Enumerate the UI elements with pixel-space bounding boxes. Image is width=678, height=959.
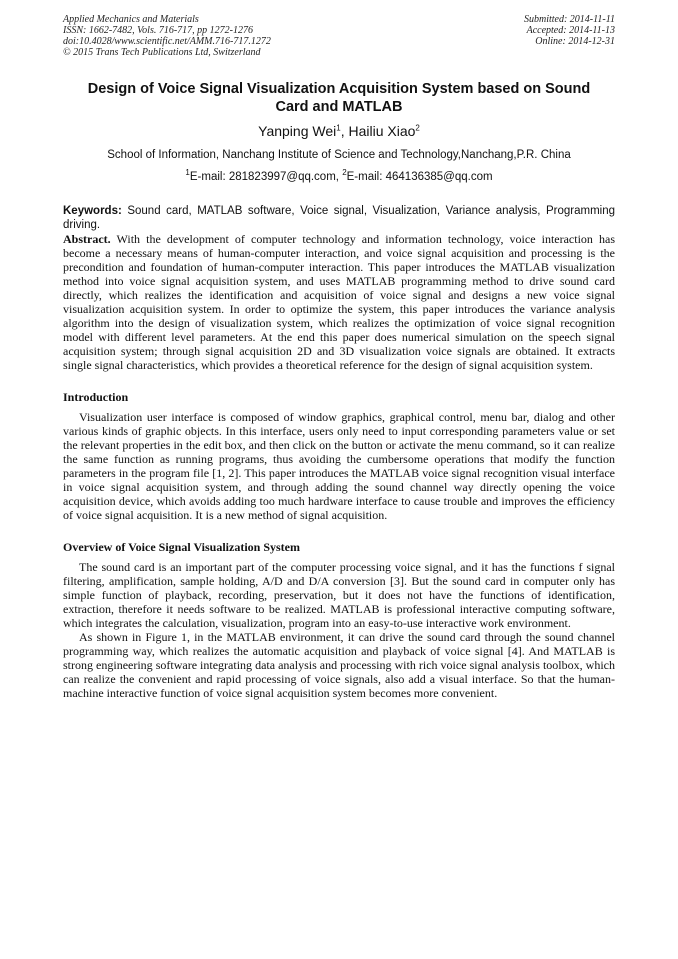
keywords-text: Sound card, MATLAB software, Voice signal, Visualization, Variance analysis, Programming driving. [63,205,615,231]
journal-doi: doi:10.4028/www.scientific.net/AMM.716-717.1272 [63,36,271,47]
abstract [63,232,615,372]
abstract-text: With the development of computer technology and information technology, voice interaction has become a necessary means of human-computer interaction, and voice signal acquisition and processing is the precondition and foundation of human-computer interaction. This paper introduces the MATLAB visualization method into voice signal acquisition system, and uses MATLAB programming method to drive sound card directly, which realizes the identification and acquisition of voice signal and designs a new voice signal visualization acquisition system. In order to optimize the system, this paper introduces the variance analysis algorithm into the design of visualization system, which realizes the optimization of voice signal recognition model with different level parameters. At the end this paper does numerical simulation on the speech signal acquisition system; through signal acquisition 2D and 3D visualization voice signals are obtained. It extracts single signal characteristics, which provides a theoretical reference for the design of signal acquisition system. [63,232,615,372]
section-heading: Introduction [63,390,129,404]
online-date: Online: 2014-12-31 [535,36,615,47]
paper-title: Design of Voice Signal Visualization Acquisition System based on Sound Card and MATLAB [87,81,591,115]
affiliation: School of Information, Nanchang Institute of Science and Technology,Nanchang,P.R. China [107,149,571,161]
journal-copyright: © 2015 Trans Tech Publications Ltd, Switzerland [63,47,261,58]
journal-issn: ISSN: 1662-7482, Vols. 716-717, pp 1272-1276 [63,25,253,36]
email-mark: 2 [342,168,347,178]
author-emails [63,170,615,184]
paragraph: As shown in Figure 1, in the MATLAB environment, it can drive the sound card through the sound channel programming way, which realizes the automatic acquisition and playback of voice signal [4]. And MATLAB is strong engineering software integrating data analysis and processing with rich voice signal analysis toolbox, which can realize the convenient and rapid processing of voice signals, also add a visual interface. So that the human-machine interactive function of voice signal acquisition system becomes more convenient. [63,630,615,700]
email-link[interactable]: E-mail: 281823997@qq.com, [189,171,343,183]
accepted-date: Accepted: 2014-11-13 [526,25,615,36]
keywords-label: Keywords: [63,205,122,217]
author-name: Yanping Wei [258,123,337,139]
abstract-label: Abstract. [63,232,111,246]
keywords [63,204,615,232]
author-list [63,122,615,140]
author-name: Hailiu Xiao [348,123,416,139]
paper-page [63,14,615,700]
journal-header [63,14,615,64]
paragraph: The sound card is an important part of the computer processing voice signal, and it has the functions f signal filtering, amplification, sample holding, A/D and D/A conversion [3]. But the sound card in computer only has simple function of playback, recording, preservation, but it does not have the functions of identification, extraction, therefore it needs software to be realized. MATLAB is professional interactive computing software, which integrates the calculation, visualization, program into an easy-to-use interactive work environment. [63,560,615,630]
author-separator: , [340,123,349,139]
submission-dates [524,14,615,47]
journal-info [63,14,271,58]
section-heading: Overview of Voice Signal Visualization System [63,540,300,554]
author-affil-mark: 2 [415,123,420,133]
journal-name: Applied Mechanics and Materials [63,14,199,25]
submitted-date: Submitted: 2014-11-11 [523,14,615,25]
author-affil-mark: 1 [336,123,341,133]
paragraph: Visualization user interface is composed of window graphics, graphical control, menu bar, dialog and other various kinds of graphic objects. In this interface, users only need to input corresponding parameters value or set the relevant properties in the edit box, and then click on the button or activate the menu command, so it can realize the same function as running programs, thus avoiding the cumbersome operations that modify the function parameters in the program file [1, 2]. This paper introduces the MATLAB voice signal recognition visual interface in voice signal acquisition system, and through adding the sound channel way directly opening the voice acquisition device, which avoids adding too much hardware interface to cause trouble and improves the efficiency of voice signal acquisition. It is a new method of signal acquisition. [63,410,615,522]
email-link[interactable]: E-mail: 464136385@qq.com [346,171,493,183]
email-mark: 1 [185,168,190,178]
